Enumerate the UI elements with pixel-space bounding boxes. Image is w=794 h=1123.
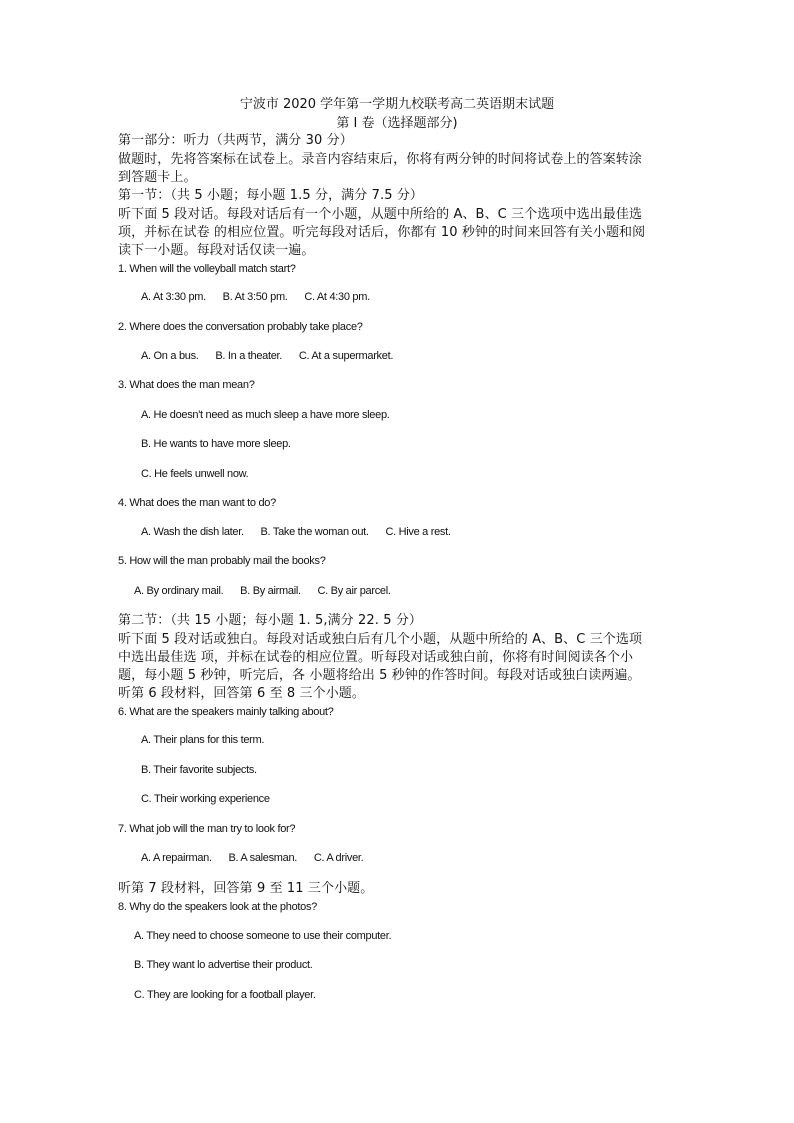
question-stem: 7. What job will the man try to look for? (118, 823, 296, 835)
option-a: A. On a bus. (141, 350, 199, 362)
option-c: C. A driver. (313, 852, 364, 864)
option-b: B. A salesman. (228, 852, 298, 864)
option-a: A. By ordinary mail. (134, 585, 224, 597)
option-c: C. By air parcel. (317, 585, 391, 597)
section2-heading: 第二节：（共 15 小题；每小题 1. 5,满分 22. 5 分） (118, 613, 423, 628)
options-row (141, 525, 465, 539)
option-b: B. At 3:50 pm. (222, 291, 288, 303)
part1-heading: 第一部分：听力（共两节，满分 30 分） (118, 133, 353, 148)
options-row (134, 584, 405, 598)
option-c: C. At a supermarket. (298, 350, 394, 362)
option-b: B. Take the woman out. (260, 526, 369, 538)
material-note: 听第 6 段材料，回答第 6 至 8 三个小题。 (118, 686, 366, 701)
option-b: B. They want lo advertise their product. (134, 959, 313, 971)
section2-instruction-line: 题，每小题 5 秒钟，听完后，各 小题将给出 5 秒钟的作答时间。每段对话或独白读两遍。 (118, 668, 641, 683)
section2-instruction-line: 听下面 5 段对话或独白。每段对话或独白后有几个小题，从题中所给的 A、B、C 三个选项 (118, 632, 643, 647)
exam-subtitle: 第 I 卷（选择题部分) (336, 116, 458, 131)
part1-intro-line: 到答题卡上。 (118, 170, 197, 185)
question-stem: 5. How will the man probably mail the books? (118, 555, 326, 567)
exam-title: 宁波市 2020 学年第一学期九校联考高二英语期末试题 (239, 97, 555, 112)
options-row (141, 851, 377, 865)
option-a: A. They need to choose someone to use their computer. (134, 930, 392, 942)
option-b: B. He wants to have more sleep. (141, 438, 291, 450)
option-b: B. Their favorite subjects. (141, 764, 257, 776)
options-row (141, 349, 407, 363)
question-stem: 8. Why do the speakers look at the photos? (118, 901, 317, 913)
option-a: A. A repairman. (141, 852, 212, 864)
option-c: C. He feels unwell now. (141, 468, 249, 480)
section1-instruction-line: 项，并标在试卷 的相应位置。听完每段对话后，你都有 10 秒钟的时间来回答有关小题和阅 (118, 225, 646, 240)
option-c: C. Their working experience (141, 793, 270, 805)
section2-instruction-line: 中选出最佳选 项，并标在试卷的相应位置。听每段对话或独白前，你将有时间阅读各个小 (118, 650, 634, 665)
question-stem: 4. What does the man want to do? (118, 497, 276, 509)
options-row (141, 290, 384, 304)
material-note: 听第 7 段材料，回答第 9 至 11 三个小题。 (118, 881, 374, 896)
section1-heading: 第一节：（共 5 小题；每小题 1.5 分，满分 7.5 分） (118, 188, 424, 203)
option-c: C. They are looking for a football player. (134, 989, 316, 1001)
option-a: A. At 3:30 pm. (141, 291, 206, 303)
option-c: C. At 4:30 pm. (304, 291, 370, 303)
option-b: B. By airmail. (240, 585, 301, 597)
question-stem: 1. When will the volleyball match start? (118, 263, 296, 275)
part1-intro-line: 做题时，先将答案标在试卷上。录音内容结束后，你将有两分钟的时间将试卷上的答案转涂 (118, 152, 643, 167)
question-stem: 6. What are the speakers mainly talking about? (118, 706, 334, 718)
option-a: A. Wash the dish later. (141, 526, 244, 538)
option-b: B. In a theater. (215, 350, 283, 362)
question-stem: 2. Where does the conversation probably take place? (118, 321, 363, 333)
option-a: A. He doesn't need as much sleep a have more sleep. (141, 409, 390, 421)
option-a: A. Their plans for this term. (141, 734, 265, 746)
section1-instruction-line: 读下一小题。每段对话仅读一遍。 (118, 243, 315, 258)
option-c: C. Hive a rest. (385, 526, 451, 538)
question-stem: 3. What does the man mean? (118, 379, 255, 391)
section1-instruction-line: 听下面 5 段对话。每段对话后有一个小题，从题中所给的 A、B、C 三个选项中选出最佳选 (118, 207, 643, 222)
